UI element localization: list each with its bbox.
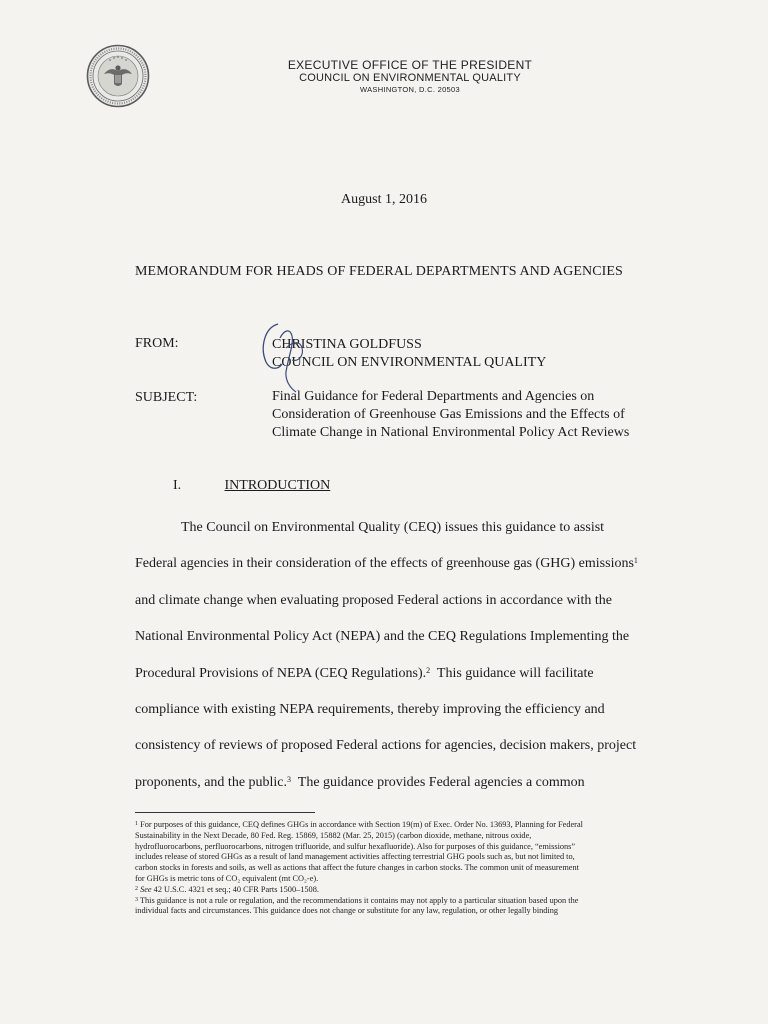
footnote-signal: See <box>140 884 152 894</box>
footnote-line <box>135 885 680 896</box>
footnotes <box>135 820 680 917</box>
body-line: consistency of reviews of proposed Federal actions for agencies, decision makers, project <box>135 738 637 754</box>
footnote-line: for GHGs is metric tons of CO₂ equivalent (mt CO₂-e). <box>135 873 319 883</box>
footnote-divider <box>135 812 315 813</box>
footnote-line: carbon stocks in forests and soils, as well as actions that affect the future changes in carbon stocks. The common unit of measurement <box>135 863 579 873</box>
footnote-ref: 1 <box>633 556 638 566</box>
subject-line: Consideration of Greenhouse Gas Emissions and the Effects of <box>272 407 625 422</box>
body-text: The guidance provides Federal agencies a common <box>291 774 585 790</box>
letterhead-council: COUNCIL ON ENVIRONMENTAL QUALITY <box>299 72 521 84</box>
letterhead <box>230 58 590 95</box>
from-name: CHRISTINA GOLDFUSS <box>272 337 422 352</box>
footnote-text: This guidance is not a rule or regulation, and the recommendations it contains may not apply to a particular situation based upon the <box>139 895 579 905</box>
body-line: compliance with existing NEPA requirements, thereby improving the efficiency and <box>135 702 605 718</box>
body-text: This guidance will facilitate <box>430 665 594 681</box>
memo-title: MEMORANDUM FOR HEADS OF FEDERAL DEPARTMENTS AND AGENCIES <box>135 264 623 279</box>
body-line: and climate change when evaluating proposed Federal actions in accordance with the <box>135 592 612 608</box>
subject-line: Final Guidance for Federal Departments and Agencies on <box>272 389 595 404</box>
from-label: FROM: <box>135 336 179 351</box>
body-line <box>135 765 635 801</box>
section-number: I. <box>173 478 182 493</box>
footnote-mark: 3 <box>135 896 138 903</box>
section-title: INTRODUCTION <box>224 478 331 493</box>
footnote-line: hydrofluorocarbons, perfluorocarbons, nitrogen trifluoride, and sulfur hexafluoride). Also for purposes of this guidance, “emissions” <box>135 841 576 851</box>
letterhead-address: WASHINGTON, D.C. 20503 <box>360 85 460 94</box>
footnote-text: 42 U.S.C. 4321 et seq.; 40 CFR Parts 1500–1508. <box>151 884 319 894</box>
body-line <box>135 546 638 582</box>
subject-line: Climate Change in National Environmental Policy Act Reviews <box>272 425 630 440</box>
body-text: proponents, and the public. <box>135 774 288 790</box>
handwritten-signature <box>256 318 316 398</box>
subject-value <box>272 388 712 442</box>
body-text: Procedural Provisions of NEPA (CEQ Regulations). <box>135 665 427 681</box>
footnote-ref: 3 <box>287 774 292 784</box>
body-line: The Council on Environmental Quality (CEQ) issues this guidance to assist <box>181 520 605 535</box>
subject-label: SUBJECT: <box>135 390 198 405</box>
body-line: National Environmental Policy Act (NEPA) and the CEQ Regulations Implementing the <box>135 629 630 645</box>
footnote-mark: 2 <box>135 885 138 892</box>
footnote-line: individual facts and circumstances. This guidance does not change or substitute for any law, regulation, or other legally binding <box>135 906 559 916</box>
body-line <box>135 656 635 692</box>
letterhead-office: EXECUTIVE OFFICE OF THE PRESIDENT <box>287 58 533 72</box>
footnote-line <box>135 896 680 907</box>
footnote-line <box>135 820 680 831</box>
footnote-line: includes release of stored GHGs as a result of land management activities affecting terrestrial GHG pools such as, but not limited to, <box>135 852 575 862</box>
footnote-ref: 2 <box>426 665 431 675</box>
footnote-line: Sustainability in the Next Decade, 80 Fed. Reg. 15869, 15882 (Mar. 25, 2015) (carbon dioxide, methane, nitrous oxide, <box>135 830 532 840</box>
body-paragraph <box>135 510 638 801</box>
footnote-text: For purposes of this guidance, CEQ defines GHGs in accordance with Section 19(m) of Exec. Order No. 13693, Planning for Federal <box>140 820 583 829</box>
presidential-seal-icon <box>86 44 150 108</box>
footnote-mark: 1 <box>135 821 138 827</box>
body-text: Federal agencies in their consideration of the effects of greenhouse gas (GHG) emissions <box>135 556 634 572</box>
from-organization: COUNCIL ON ENVIRONMENTAL QUALITY <box>272 355 547 370</box>
section-heading <box>173 478 330 494</box>
memo-date: August 1, 2016 <box>341 192 427 207</box>
